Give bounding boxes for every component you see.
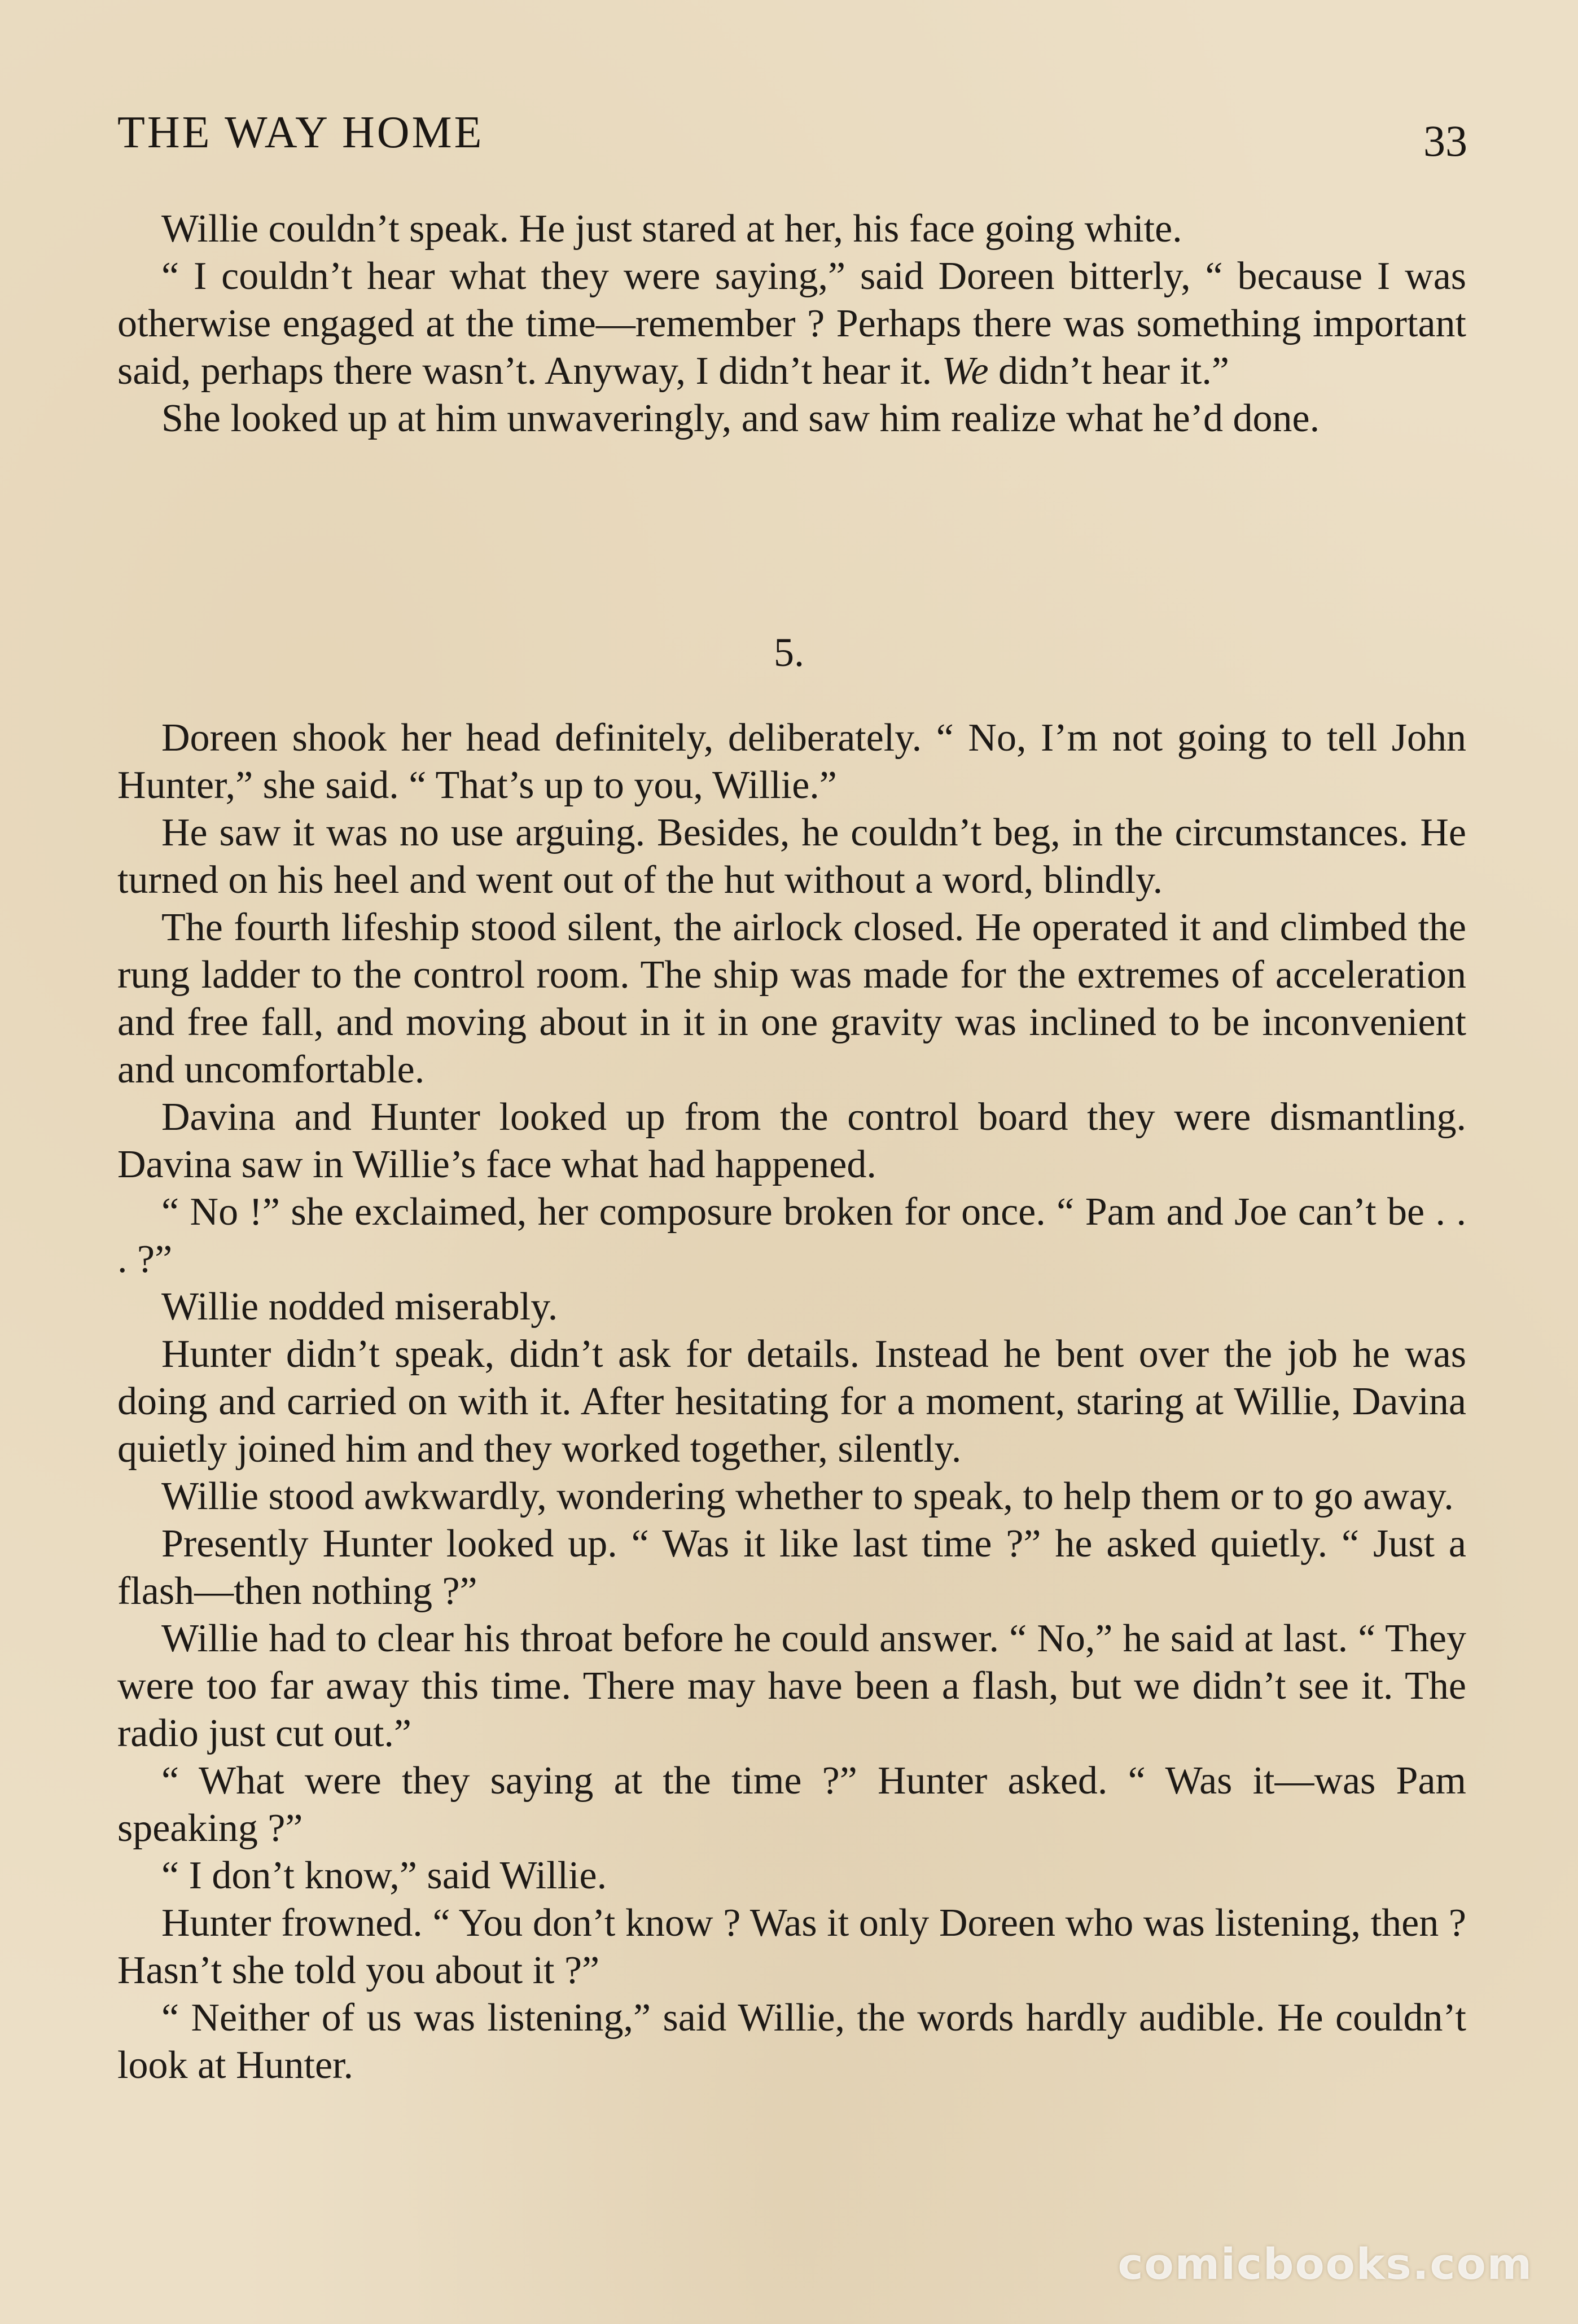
paragraph: Willie couldn’t speak. He just stared at her, his face going white. (161, 207, 1182, 251)
paragraph: She looked up at him unwaveringly, and saw him realize what he’d done. (161, 397, 1320, 440)
paragraph-text: didn’t hear it.” (988, 349, 1229, 393)
paragraph (117, 253, 1466, 395)
page-number: 33 (1423, 116, 1467, 165)
paragraph-text: “ I couldn’t hear what they were saying,” said Doreen bitterly, “ because I was otherwise engaged at the time—remember ? Perhaps there was something important said, perhaps there wasn’t. Anyway, I didn’t hear it. (117, 255, 1466, 393)
paragraph: Willie stood awkwardly, wondering whether to speak, to help them or to go away. (161, 1475, 1454, 1518)
section-number: 5. (774, 630, 804, 675)
section-2-text (117, 714, 1466, 2089)
paragraph: Doreen shook her head definitely, deliberately. “ No, I’m not going to tell John Hunter,” she said. “ That’s up to you, Willie.” (117, 716, 1466, 807)
paragraph: “ I don’t know,” said Willie. (161, 1854, 607, 1897)
paragraph: Hunter frowned. “ You don’t know ? Was it only Doreen who was listening, then ? Hasn’t she told you about it ?” (117, 1901, 1466, 1992)
paragraph: “ What were they saying at the time ?” Hunter asked. “ Was it—was Pam speaking ?” (117, 1759, 1466, 1850)
running-head: THE WAY HOME (117, 108, 484, 157)
watermark-text: comicbooks.com (1117, 2239, 1533, 2289)
paragraph: Hunter didn’t speak, didn’t ask for details. Instead he bent over the job he was doing and carried on with it. After hesitating for a moment, staring at Willie, Davina quietly joined him and they worked together, silently. (117, 1332, 1466, 1471)
paragraph: Presently Hunter looked up. “ Was it like last time ?” he asked quietly. “ Just a flash—then nothing ?” (117, 1522, 1466, 1613)
paragraph: “ No !” she exclaimed, her composure broken for once. “ Pam and Joe can’t be . . . ?” (117, 1190, 1466, 1281)
italic-word: We (941, 349, 989, 393)
paragraph: Willie had to clear his throat before he could answer. “ No,” he said at last. “ They were too far away this time. There may have been a flash, but we didn’t see it. The radio just cut out.” (117, 1617, 1466, 1755)
paragraph: Davina and Hunter looked up from the control board they were dismantling. Davina saw in Willie’s face what had happened. (117, 1095, 1466, 1186)
paragraph: The fourth lifeship stood silent, the airlock closed. He operated it and climbed the rung ladder to the control room. The ship was made for the extremes of acceleration and free fall, and moving about in it in one gravity was inclined to be inconvenient and uncomfortable. (117, 906, 1466, 1091)
paragraph: He saw it was no use arguing. Besides, he couldn’t beg, in the circumstances. He turned on his heel and went out of the hut without a word, blindly. (117, 811, 1466, 902)
section-1-text (117, 205, 1466, 442)
paragraph: “ Neither of us was listening,” said Willie, the words hardly audible. He couldn’t look at Hunter. (117, 1996, 1466, 2087)
paragraph: Willie nodded miserably. (161, 1285, 558, 1328)
